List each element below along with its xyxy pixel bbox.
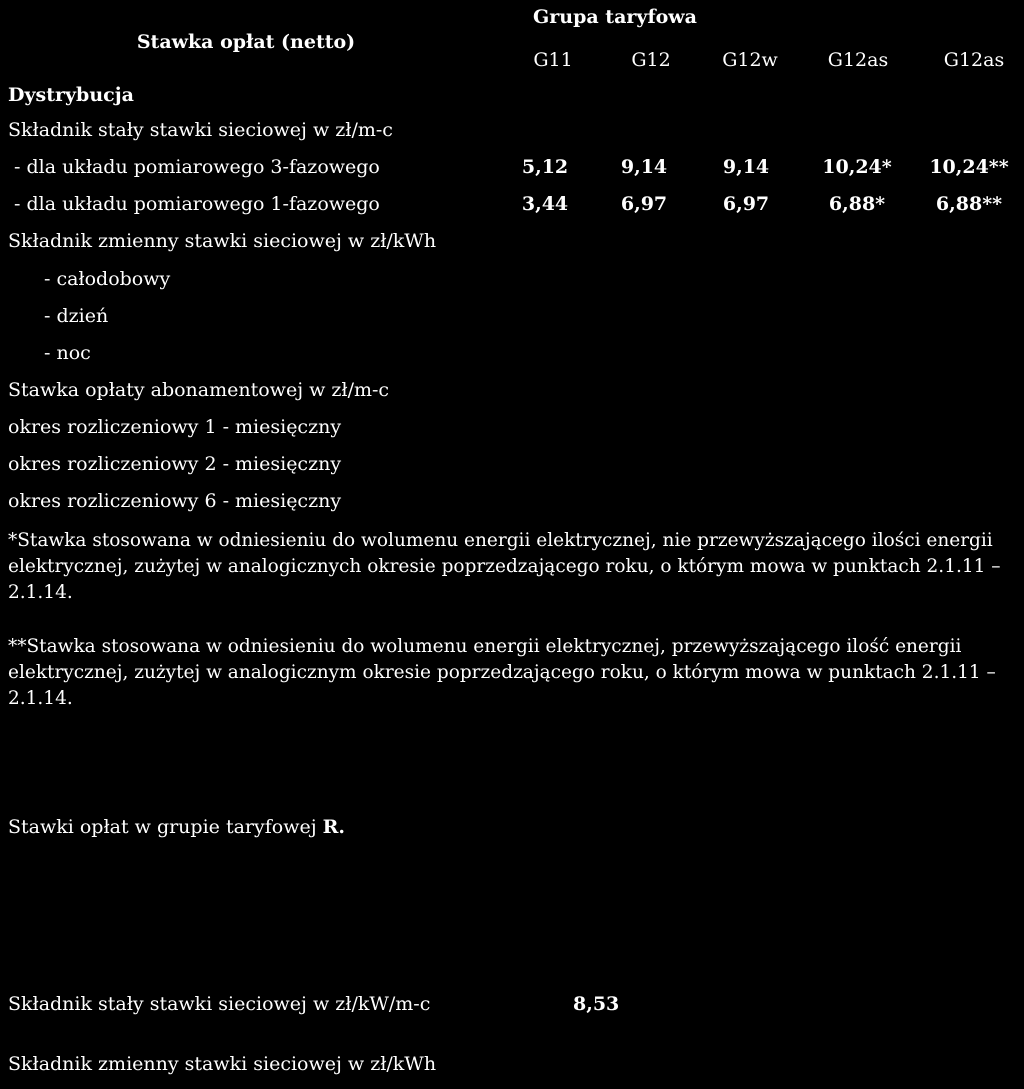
tariff-group-heading: Grupa taryfowa [533, 6, 697, 28]
row-variable-component: Składnik zmienny stawki sieciowej w zł/kWh [8, 230, 437, 252]
footnote-double-star: **Stawka stosowana w odniesieniu do wolumenu energii elektrycznej, przewyższającego ilość energii elektrycznej, zużytej w analogicznym okresie poprzedzającego roku, o którym mowa w punktach 2.1.11 – 2.1.14. [8, 636, 996, 709]
row-period-6: okres rozliczeniowy 6 - miesięczny [8, 490, 342, 512]
group-r-title-letter: R. [322, 816, 346, 838]
cell-one-phase-g12w: 6,97 [722, 193, 770, 215]
footnote-single-star: *Stawka stosowana w odniesieniu do wolumenu energii elektrycznej, nie przewyższającego ilości energii elektrycznej, zużytej w analogicznych okresie poprzedzającego roku, o którym mowa w punktach 2.1.11 – 2.1.14. [8, 530, 1001, 603]
cell-three-phase-g12as-2: 10,24** [929, 156, 1009, 178]
row-one-phase-label: - dla układu pomiarowego 1-fazowego [14, 193, 380, 215]
group-r-fixed-label: Składnik stały stawki sieciowej w zł/kW/m-c [8, 993, 431, 1015]
column-header-g12as: G12as [827, 49, 889, 71]
column-header-g12w: G12w [722, 49, 778, 71]
column-header-g12as-2: G12as [943, 49, 1005, 71]
group-r-variable-label: Składnik zmienny stawki sieciowej w zł/kWh [8, 1053, 437, 1075]
row-fixed-component: Składnik stały stawki sieciowej w zł/m-c [8, 119, 393, 141]
row-period-1: okres rozliczeniowy 1 - miesięczny [8, 416, 342, 438]
cell-one-phase-g12as: 6,88* [828, 193, 886, 215]
row-three-phase-label: - dla układu pomiarowego 3-fazowego [14, 156, 380, 178]
row-day: - dzień [44, 305, 109, 327]
column-header-g11: G11 [533, 49, 573, 71]
group-r-title [8, 816, 345, 839]
row-subscription: Stawka opłaty abonamentowej w zł/m-c [8, 379, 390, 401]
cell-one-phase-g12as-2: 6,88** [935, 193, 1003, 215]
cell-three-phase-g11: 5,12 [521, 156, 569, 178]
cell-three-phase-g12: 9,14 [620, 156, 668, 178]
cell-three-phase-g12w: 9,14 [722, 156, 770, 178]
column-header-g12: G12 [631, 49, 671, 71]
cell-one-phase-g12: 6,97 [620, 193, 668, 215]
row-all-day: - całodobowy [44, 268, 171, 290]
rate-heading: Stawka opłat (netto) [136, 31, 356, 53]
section-dystrybucja: Dystrybucja [8, 84, 134, 106]
group-r-title-text: Stawki opłat w grupie taryfowej [8, 816, 323, 838]
group-r-fixed-value: 8,53 [573, 993, 620, 1015]
row-night: - noc [44, 342, 91, 364]
cell-one-phase-g11: 3,44 [521, 193, 569, 215]
row-period-2: okres rozliczeniowy 2 - miesięczny [8, 453, 342, 475]
cell-three-phase-g12as: 10,24* [822, 156, 892, 178]
